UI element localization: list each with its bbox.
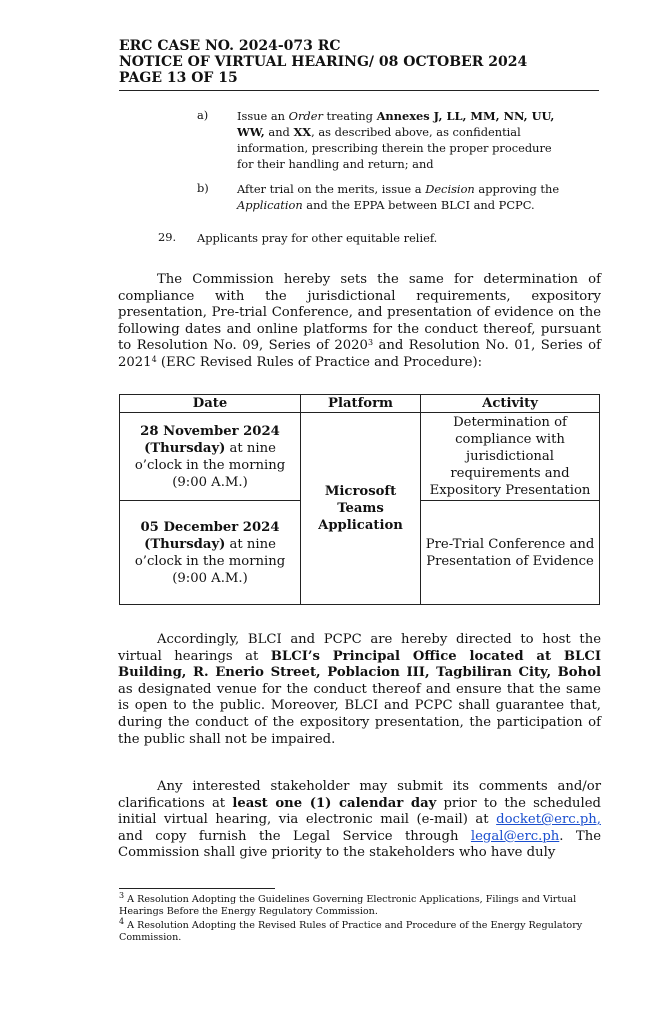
footnote-divider (119, 888, 275, 889)
notice-title: NOTICE OF VIRTUAL HEARING/ 08 OCTOBER 2024 (119, 54, 528, 70)
item-label-a: a) (197, 108, 209, 122)
date-cell: 28 November 2024 (Thursday) at nine o’clock in the morning (9:00 A.M.) (120, 413, 301, 501)
case-number: ERC CASE NO. 2024-073 RC (119, 38, 341, 54)
hearing-schedule-table (119, 394, 600, 605)
page-number: PAGE 13 OF 15 (119, 70, 238, 86)
footnote-4: $^4$ A Resolution Adopting the Revised Rules of Practice and Procedure of the Energy Regulatory Commission. (119, 917, 583, 943)
prayer-item-b: After trial on the merits, issue a Decision approving the Application and the EPPA between BLCI and PCPC. (237, 182, 560, 212)
activity-cell: Pre-Trial Conference and Presentation of Evidence (421, 501, 600, 605)
header-divider (119, 90, 599, 91)
footnote-3: $^3$ A Resolution Adopting the Guidelines Governing Electronic Applications, Filings and Virtual Hearings Before the Energy Regulatory Commission. (119, 891, 577, 917)
docket-email-link[interactable]: docket@erc.ph, (496, 812, 601, 828)
column-header-platform: Platform (301, 395, 421, 413)
page-header (119, 38, 599, 86)
venue-paragraph: Accordingly, BLCI and PCPC are hereby directed to host the virtual hearings at BLCI’s Principal Office located at BLCI Building, R. Enerio Street, Poblacion III, Tagbiliran City, Bohol as designated venue for the conduct thereof and ensure that the same is open to the public. Moreover, BLCI and PCPC shall guarantee that, during the conduct of the expository presentation, the participation of the public shall not be impaired. (118, 632, 601, 747)
table-row (120, 413, 600, 501)
hearing-schedule-paragraph: The Commission hereby sets the same for determination of compliance with the jurisdictional requirements, expository presentation, Pre-trial Conference, and presentation of evidence on the following dates and online platforms for the conduct thereof, pursuant to Resolution No. 09, Series of 2020$^3$ and Resolution No. 01, Series of 2021$^4$ (ERC Revised Rules of Practice and Procedure): (118, 272, 601, 370)
activity-cell: Determination of compliance with jurisdictional requirements and Expository Presentation (421, 413, 600, 501)
paragraph-number: 29. (158, 230, 177, 244)
platform-cell: Microsoft Teams Application (301, 413, 421, 605)
legal-email-link[interactable]: legal@erc.ph (470, 828, 560, 844)
item-label-b: b) (197, 181, 209, 195)
column-header-date: Date (120, 395, 301, 413)
relief-prayer: Applicants pray for other equitable relief. (197, 231, 438, 245)
stakeholder-comments-paragraph: Any interested stakeholder may submit its comments and/or clarifications at least one (1) calendar day prior to the scheduled initial virtual hearing, via electronic mail (e-mail) at docket@erc.ph, and copy furnish the Legal Service through legal@erc.ph. The Commission shall give priority to the stakeholders who have duly (118, 779, 601, 861)
table-header-row (120, 395, 600, 413)
date-cell: 05 December 2024 (Thursday) at nine o’clock in the morning (9:00 A.M.) (120, 501, 301, 605)
prayer-item-a: Issue an Order treating Annexes J, LL, MM, NN, UU, WW, and XX, as described above, as confidential information, prescribing therein the proper procedure for their handling and return; and (237, 109, 555, 171)
column-header-activity: Activity (421, 395, 600, 413)
